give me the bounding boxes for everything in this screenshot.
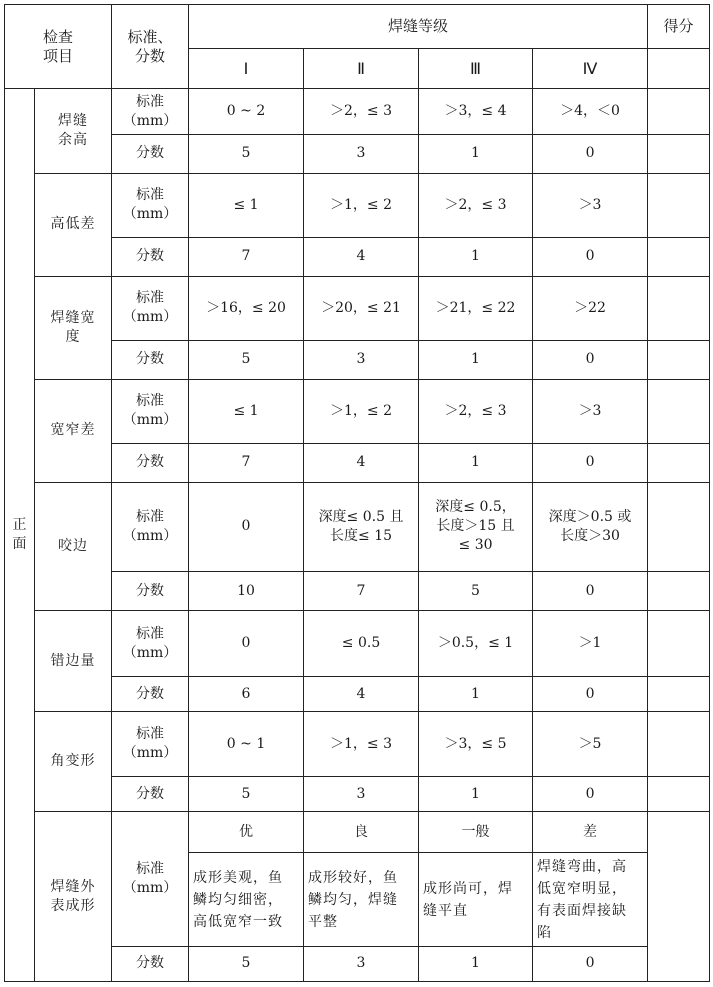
score-value <box>304 777 419 812</box>
table-row <box>5 712 710 777</box>
standard-label-text: 标准 <box>136 860 165 877</box>
score-cell <box>648 379 710 443</box>
standard-label <box>112 276 189 340</box>
score-value-text: 0 <box>585 248 595 265</box>
score-value-text: 7 <box>241 454 251 471</box>
standard-value-text: ＞20，≤ 21 <box>321 299 401 316</box>
standard-value-text: ＞2，≤ 3 <box>444 196 507 213</box>
standard-value <box>189 89 304 134</box>
standard-value-text: ＞2，≤ 3 <box>330 103 393 120</box>
score-value-text: 7 <box>241 248 251 265</box>
score-value-text: 5 <box>241 145 251 162</box>
standard-value <box>419 611 533 677</box>
header-grade-2 <box>304 49 419 89</box>
standard-value <box>304 173 419 237</box>
table-row <box>5 173 710 237</box>
item-name <box>35 812 112 982</box>
standard-value <box>304 276 419 340</box>
standard-value-text: ＞1，≤ 2 <box>330 196 393 213</box>
score-cell <box>648 443 710 482</box>
appearance-description-text: 鳞均匀，焊缝 <box>308 891 399 908</box>
item-name-text: 焊缝外 <box>50 878 96 895</box>
standard-value <box>189 276 304 340</box>
standard-label <box>112 482 189 572</box>
standard-label-text: 标准 <box>136 93 165 110</box>
score-value-text: 5 <box>241 351 251 368</box>
item-name-text: 度 <box>65 328 81 345</box>
item-name-text: 错边量 <box>50 652 96 669</box>
item-name-text: 表成形 <box>50 897 96 914</box>
standard-value-text: ≤ 30 <box>458 537 493 554</box>
score-value-text: 0 <box>585 145 595 162</box>
appearance-description-text: 高低宽窄一致 <box>193 913 284 930</box>
score-value <box>419 340 533 379</box>
item-name <box>35 611 112 712</box>
score-value <box>533 340 648 379</box>
item-name-text: 角变形 <box>50 753 96 770</box>
appearance-description-text: 缝平直 <box>423 902 469 919</box>
score-label <box>112 134 189 173</box>
score-label-text: 分数 <box>136 582 165 599</box>
standard-value <box>304 482 419 572</box>
score-value <box>419 237 533 276</box>
rating-label <box>304 812 419 853</box>
header-grade-2-text: Ⅱ <box>357 59 365 79</box>
side-label-text: 正 <box>12 517 27 534</box>
appearance-description <box>533 853 648 947</box>
standard-value-text: ＞4，＜0 <box>560 103 620 120</box>
header-standard-score-text: 标准、 <box>127 27 173 46</box>
standard-value-text: ＞21，≤ 22 <box>435 299 516 316</box>
standard-label <box>112 173 189 237</box>
score-value-text: 0 <box>585 454 595 471</box>
standard-value-text: 深度≤ 0.5 且 <box>318 508 404 525</box>
item-name-text: 焊缝 <box>58 113 88 130</box>
standard-value-text: ＞3，≤ 4 <box>444 103 507 120</box>
standard-value-text: ＞1 <box>578 635 602 652</box>
score-cell <box>648 812 710 982</box>
standard-value-text: ＞3 <box>578 196 602 213</box>
score-value-text: 5 <box>241 955 251 972</box>
standard-value <box>304 712 419 777</box>
header-standard-score <box>112 5 189 89</box>
score-value-text: 0 <box>585 685 595 702</box>
appearance-description <box>304 853 419 947</box>
standard-value-text: 长度≤ 15 <box>330 527 393 544</box>
score-label-text: 分数 <box>136 785 165 802</box>
score-value-text: 0 <box>585 351 595 368</box>
appearance-description-text: 有表面焊接缺 <box>537 902 628 919</box>
standard-value-text: ＞1，≤ 2 <box>330 402 393 419</box>
score-value-text: 1 <box>471 248 480 265</box>
score-cell <box>648 237 710 276</box>
score-value <box>533 572 648 611</box>
score-cell <box>648 134 710 173</box>
standard-value <box>419 712 533 777</box>
score-label-text: 分数 <box>136 145 165 162</box>
rating-label-text: 良 <box>354 823 369 840</box>
item-name-text: 高低差 <box>50 216 96 233</box>
standard-value-text: 深度≤ 0.5， <box>435 499 516 516</box>
standard-value-text: ≤ 0.5 <box>341 635 381 652</box>
item-name-text: 咬边 <box>58 537 88 554</box>
header-standard-score-text: 分数 <box>135 46 166 65</box>
rating-label-text: 优 <box>239 823 254 840</box>
standard-value <box>533 173 648 237</box>
header-weld-grade <box>189 5 648 49</box>
score-value-text: 10 <box>237 582 255 599</box>
item-name <box>35 482 112 611</box>
score-value-text: 1 <box>471 685 480 702</box>
score-value-text: 6 <box>241 685 251 702</box>
header-score-text: 得分 <box>663 17 694 36</box>
rating-label <box>189 812 304 853</box>
standard-label-text: （mm） <box>122 879 178 896</box>
score-label-text: 分数 <box>136 685 165 702</box>
score-value-text: 5 <box>241 785 251 802</box>
score-value <box>533 946 648 981</box>
item-name <box>35 173 112 276</box>
appearance-description-text: 鳞均匀细密， <box>193 891 284 908</box>
score-value <box>419 443 533 482</box>
standard-value-text: ＞22 <box>574 299 606 316</box>
rating-label <box>533 812 648 853</box>
standard-label-text: 标准 <box>136 187 165 204</box>
header-grade-3-text: Ⅲ <box>470 59 482 79</box>
standard-label-text: （mm） <box>122 309 178 326</box>
weld-grading-table <box>4 4 710 982</box>
standard-label <box>112 379 189 443</box>
score-blank <box>648 49 710 89</box>
score-label <box>112 677 189 712</box>
standard-value <box>419 379 533 443</box>
score-cell <box>648 173 710 237</box>
header-check-item-text: 项目 <box>43 46 74 65</box>
standard-value <box>304 611 419 677</box>
standard-value <box>419 482 533 572</box>
score-value <box>304 677 419 712</box>
score-value <box>533 777 648 812</box>
score-cell <box>648 482 710 572</box>
score-label <box>112 443 189 482</box>
score-value <box>533 443 648 482</box>
appearance-description-text: 陷 <box>537 924 553 941</box>
rating-label-text: 一般 <box>461 823 490 840</box>
header-weld-grade-text: 焊缝等级 <box>388 17 449 36</box>
score-label <box>112 237 189 276</box>
score-value <box>304 340 419 379</box>
standard-label-text: （mm） <box>122 745 178 762</box>
score-cell <box>648 677 710 712</box>
score-value-text: 3 <box>356 955 366 972</box>
standard-value <box>189 173 304 237</box>
score-label-text: 分数 <box>136 248 165 265</box>
score-value-text: 0 <box>585 955 595 972</box>
item-name <box>35 276 112 379</box>
table-row <box>5 482 710 572</box>
standard-value-text: ≤ 1 <box>233 402 259 419</box>
standard-value-text: 0 ~ 1 <box>226 735 266 752</box>
standard-value <box>419 173 533 237</box>
score-value <box>533 677 648 712</box>
score-value <box>304 134 419 173</box>
header-grade-1 <box>189 49 304 89</box>
score-cell <box>648 89 710 134</box>
score-label <box>112 340 189 379</box>
score-value <box>189 572 304 611</box>
score-value-text: 1 <box>471 145 480 162</box>
score-value <box>304 946 419 981</box>
score-label-text: 分数 <box>136 454 165 471</box>
item-name <box>35 89 112 173</box>
standard-value-text: ＞0.5，≤ 1 <box>437 635 514 652</box>
appearance-description-text: 低宽窄明显， <box>537 880 628 897</box>
table-row <box>5 5 710 49</box>
item-name-text: 宽窄差 <box>50 422 96 439</box>
standard-value <box>419 89 533 134</box>
standard-value <box>533 482 648 572</box>
standard-label-text: 标准 <box>136 393 165 410</box>
standard-label-text: （mm） <box>122 112 178 129</box>
standard-label-text: 标准 <box>136 726 165 743</box>
standard-value <box>189 712 304 777</box>
score-label-text: 分数 <box>136 351 165 368</box>
standard-value <box>533 379 648 443</box>
standard-value-text: 0 ~ 2 <box>226 103 266 120</box>
score-value-text: 3 <box>356 351 366 368</box>
standard-value <box>189 611 304 677</box>
standard-label-text: （mm） <box>122 527 178 544</box>
score-value-text: 5 <box>471 582 480 599</box>
score-label <box>112 946 189 981</box>
side-label-text: 面 <box>12 536 27 553</box>
standard-value <box>189 379 304 443</box>
standard-label <box>112 89 189 134</box>
table-row <box>5 812 710 853</box>
header-score <box>648 5 710 49</box>
score-value-text: 1 <box>471 955 480 972</box>
standard-value-text: ＞5 <box>578 735 602 752</box>
score-value-text: 4 <box>356 685 366 702</box>
table-row <box>5 89 710 134</box>
table-row <box>5 276 710 340</box>
score-label <box>112 572 189 611</box>
score-cell <box>648 712 710 777</box>
standard-value-text: ＞16，≤ 20 <box>206 299 286 316</box>
score-value <box>189 677 304 712</box>
standard-label-text: （mm） <box>122 412 178 429</box>
score-value <box>189 340 304 379</box>
standard-value-text: ＞3 <box>578 402 602 419</box>
appearance-description-text: 焊缝弯曲，高 <box>537 858 628 875</box>
score-value <box>533 134 648 173</box>
header-grade-4 <box>533 49 648 89</box>
score-label <box>112 777 189 812</box>
standard-value <box>304 89 419 134</box>
standard-value <box>533 276 648 340</box>
score-value-text: 1 <box>471 454 480 471</box>
score-value <box>533 237 648 276</box>
score-value-text: 7 <box>356 582 366 599</box>
score-cell <box>648 276 710 340</box>
score-cell <box>648 777 710 812</box>
standard-label <box>112 812 189 947</box>
score-value <box>419 677 533 712</box>
rating-label-text: 差 <box>583 823 598 840</box>
item-name-text: 余高 <box>58 132 88 149</box>
appearance-description <box>189 853 304 947</box>
score-value <box>419 572 533 611</box>
score-value <box>419 946 533 981</box>
score-value-text: 1 <box>471 351 480 368</box>
standard-value <box>533 611 648 677</box>
standard-value <box>533 89 648 134</box>
rating-label <box>419 812 533 853</box>
standard-value-text: ＞3，≤ 5 <box>444 735 507 752</box>
header-grade-4-text: Ⅳ <box>582 59 598 79</box>
standard-value-text: ≤ 1 <box>233 196 259 213</box>
standard-label <box>112 611 189 677</box>
item-name <box>35 379 112 482</box>
score-value <box>189 946 304 981</box>
score-value <box>304 443 419 482</box>
standard-value-text: 0 <box>241 518 251 535</box>
score-value-text: 4 <box>356 454 366 471</box>
standard-value <box>419 276 533 340</box>
appearance-description-text: 成形尚可，焊 <box>423 880 514 897</box>
standard-label-text: 标准 <box>136 290 165 307</box>
standard-value <box>304 379 419 443</box>
standard-value-text: 0 <box>241 635 251 652</box>
standard-value-text: 长度＞15 且 <box>436 518 515 535</box>
standard-value-text: ＞1，≤ 3 <box>330 735 393 752</box>
score-value-text: 1 <box>471 785 480 802</box>
standard-label-text: 标准 <box>136 508 165 525</box>
score-value <box>189 134 304 173</box>
header-check-item-text: 检查 <box>43 27 74 46</box>
score-value <box>419 777 533 812</box>
score-cell <box>648 611 710 677</box>
standard-label-text: （mm） <box>122 206 178 223</box>
standard-value <box>533 712 648 777</box>
standard-label-text: 标准 <box>136 625 165 642</box>
score-value-text: 3 <box>356 145 366 162</box>
score-value-text: 4 <box>356 248 366 265</box>
side-label <box>5 89 35 982</box>
item-name <box>35 712 112 812</box>
standard-label <box>112 712 189 777</box>
score-value-text: 0 <box>585 582 595 599</box>
score-value <box>189 237 304 276</box>
score-cell <box>648 340 710 379</box>
score-label-text: 分数 <box>136 955 165 972</box>
standard-value-text: 长度＞30 <box>560 527 620 544</box>
score-value <box>304 237 419 276</box>
appearance-description-text: 成形美观，鱼 <box>193 869 284 886</box>
appearance-description-text: 平整 <box>308 913 339 930</box>
standard-label-text: （mm） <box>122 644 178 661</box>
score-value <box>189 777 304 812</box>
header-grade-3 <box>419 49 533 89</box>
item-name-text: 焊缝宽 <box>50 309 96 326</box>
score-value-text: 0 <box>585 785 595 802</box>
score-value <box>419 134 533 173</box>
standard-value <box>189 482 304 572</box>
standard-value-text: 深度＞0.5 或 <box>548 508 632 525</box>
score-value <box>304 572 419 611</box>
header-grade-1-text: Ⅰ <box>243 59 249 79</box>
header-check-item <box>5 5 112 89</box>
appearance-description-text: 成形较好，鱼 <box>308 869 399 886</box>
score-value <box>189 443 304 482</box>
score-cell <box>648 572 710 611</box>
appearance-description <box>419 853 533 947</box>
standard-value-text: ＞2，≤ 3 <box>444 402 507 419</box>
table-row <box>5 379 710 443</box>
table-row <box>5 611 710 677</box>
score-value-text: 3 <box>356 785 366 802</box>
